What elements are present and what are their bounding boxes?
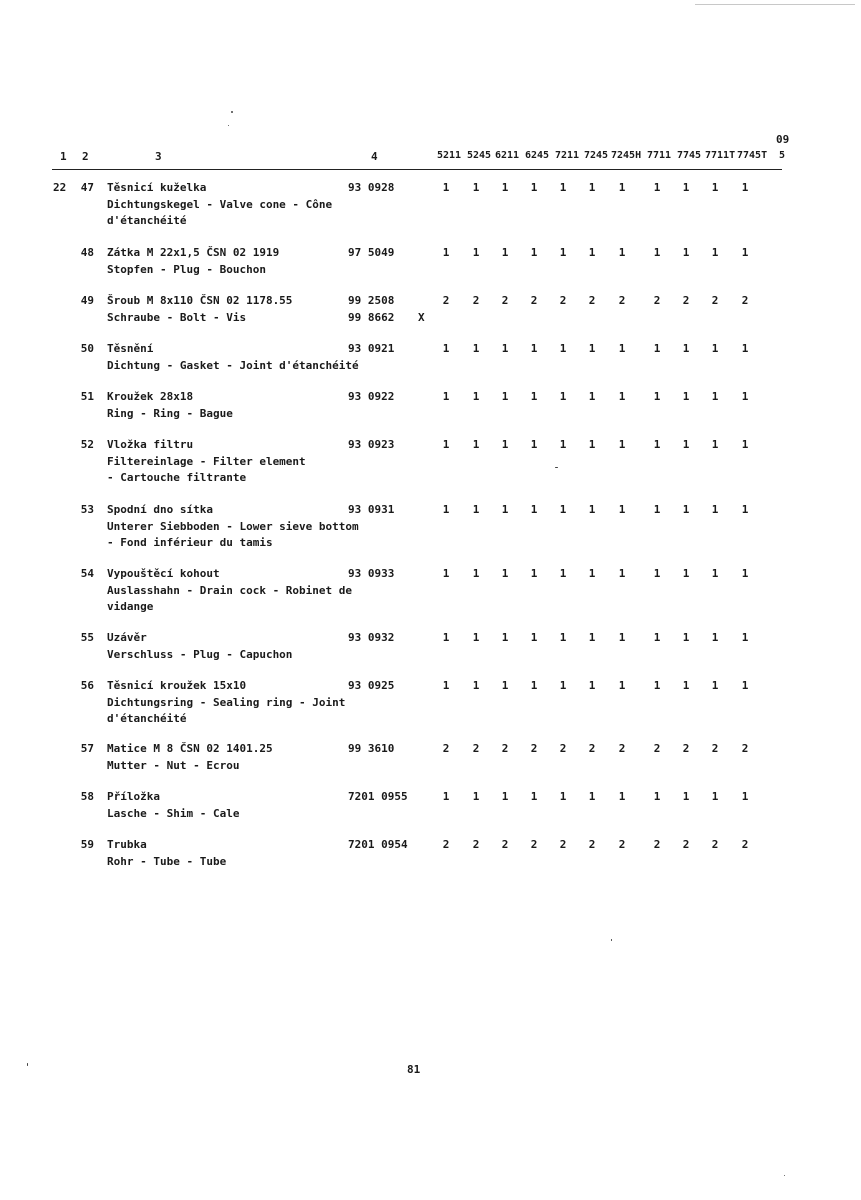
part-number-line: 99 2508 bbox=[348, 294, 395, 307]
description-line: Verschluss - Plug - Capuchon bbox=[107, 647, 293, 661]
quantity-cell: 1 bbox=[559, 679, 567, 692]
type-header-row bbox=[437, 150, 787, 164]
description-line: Schraube - Bolt - Vis bbox=[107, 310, 247, 324]
quantity-cell: 1 bbox=[501, 503, 509, 516]
quantity-cell: 2 bbox=[711, 838, 719, 851]
description-line: Dichtung - Gasket - Joint d'étanchéité bbox=[107, 358, 359, 372]
quantity-cell: 1 bbox=[472, 246, 480, 259]
description-line: Dichtungskegel - Valve cone - Cône bbox=[107, 197, 333, 211]
scan-speck bbox=[784, 1175, 785, 1176]
quantity-cell: 1 bbox=[682, 503, 690, 516]
header-col-2: 2 bbox=[82, 150, 89, 163]
quantity-cell: 1 bbox=[711, 438, 719, 451]
description-line: Ring - Ring - Bague bbox=[107, 406, 233, 420]
part-number-line: 99 8662 bbox=[348, 310, 395, 324]
description-line: Mutter - Nut - Ecrou bbox=[107, 758, 240, 772]
quantity-cell: 1 bbox=[588, 342, 596, 355]
description-line: - Fond inférieur du tamis bbox=[107, 536, 273, 549]
quantity-cell: 1 bbox=[682, 246, 690, 259]
description-line: - Cartouche filtrante bbox=[107, 471, 247, 484]
part-number bbox=[348, 180, 394, 197]
quantity-cell: 1 bbox=[653, 181, 661, 194]
quantity-cell: 1 bbox=[501, 181, 509, 194]
quantity-cell: 1 bbox=[472, 181, 480, 194]
quantity-cell: 1 bbox=[501, 246, 509, 259]
quantity-cell: 1 bbox=[711, 503, 719, 516]
quantity-cell: 1 bbox=[559, 246, 567, 259]
quantity-cell: 1 bbox=[530, 438, 538, 451]
part-number bbox=[348, 789, 408, 806]
quantity-cell: 1 bbox=[442, 342, 450, 355]
description-line: Filtereinlage - Filter element bbox=[107, 454, 306, 468]
quantity-cell: 2 bbox=[682, 838, 690, 851]
position-number: 48 bbox=[80, 246, 94, 259]
part-description bbox=[107, 630, 342, 663]
description-line: Stopfen - Plug - Bouchon bbox=[107, 262, 266, 276]
quantity-cell: 1 bbox=[653, 246, 661, 259]
type-header-cell: 5211 bbox=[437, 150, 462, 161]
quantity-cell: 1 bbox=[741, 567, 749, 580]
part-description bbox=[107, 389, 342, 422]
quantity-cell: 2 bbox=[501, 742, 509, 755]
part-number bbox=[348, 341, 394, 358]
quantity-cell: 2 bbox=[653, 742, 661, 755]
scan-speck bbox=[231, 111, 233, 113]
part-number bbox=[348, 630, 394, 647]
quantity-cell: 1 bbox=[618, 631, 626, 644]
quantity-cell: 2 bbox=[501, 294, 509, 307]
quantity-cell: 1 bbox=[559, 438, 567, 451]
quantity-cell: 1 bbox=[741, 438, 749, 451]
position-number: 56 bbox=[80, 679, 94, 692]
quantity-cell: 1 bbox=[442, 181, 450, 194]
quantity-cell: 1 bbox=[442, 631, 450, 644]
scan-speck bbox=[27, 1063, 28, 1066]
part-description bbox=[107, 678, 346, 728]
quantity-cell: 1 bbox=[559, 342, 567, 355]
quantity-cell: 2 bbox=[682, 742, 690, 755]
quantity-cell: 1 bbox=[501, 679, 509, 692]
quantity-cell: 2 bbox=[741, 742, 749, 755]
quantity-cell: 1 bbox=[559, 390, 567, 403]
position-number: 55 bbox=[80, 631, 94, 644]
part-description bbox=[107, 437, 342, 487]
quantity-cell: 1 bbox=[588, 246, 596, 259]
quantity-cell: 2 bbox=[711, 742, 719, 755]
part-number bbox=[348, 741, 394, 758]
quantity-cell: 1 bbox=[618, 246, 626, 259]
position-number: 53 bbox=[80, 503, 94, 516]
quantity-cell: 1 bbox=[472, 438, 480, 451]
type-header-cell: 6211 bbox=[495, 150, 520, 161]
part-number bbox=[348, 566, 394, 583]
quantity-cell: 1 bbox=[530, 390, 538, 403]
quantity-cell: 2 bbox=[653, 294, 661, 307]
quantity-cell: 1 bbox=[682, 181, 690, 194]
quantity-cell: 1 bbox=[711, 342, 719, 355]
position-number: 59 bbox=[80, 838, 94, 851]
type-header-cell: 7245H bbox=[611, 150, 642, 161]
quantity-cell: 1 bbox=[741, 790, 749, 803]
quantity-cell: 1 bbox=[442, 503, 450, 516]
quantity-cell: 1 bbox=[472, 390, 480, 403]
part-description bbox=[107, 789, 342, 822]
quantity-cell: 1 bbox=[588, 181, 596, 194]
part-number bbox=[348, 837, 408, 854]
type-header-cell: 7211 bbox=[555, 150, 580, 161]
quantity-cell: 1 bbox=[588, 390, 596, 403]
part-number-line: 93 0925 bbox=[348, 679, 395, 692]
part-number-line: 99 3610 bbox=[348, 742, 395, 755]
quantity-cell: 1 bbox=[741, 631, 749, 644]
part-number-line: 93 0932 bbox=[348, 631, 395, 644]
quantity-cell: 2 bbox=[588, 742, 596, 755]
quantity-cell: 1 bbox=[501, 790, 509, 803]
quantity-cell: 1 bbox=[472, 679, 480, 692]
description-line: d'étanchéité bbox=[107, 214, 187, 227]
quantity-cell: 1 bbox=[501, 438, 509, 451]
quantity-cell: 2 bbox=[653, 838, 661, 851]
part-number-line: 97 5049 bbox=[348, 246, 395, 259]
position-number: 51 bbox=[80, 390, 94, 403]
description-line: Auslasshahn - Drain cock - Robinet de bbox=[107, 583, 353, 597]
quantity-cell: 1 bbox=[501, 567, 509, 580]
quantity-cell: 1 bbox=[711, 631, 719, 644]
part-number bbox=[348, 437, 394, 454]
quantity-cell: 1 bbox=[741, 679, 749, 692]
quantity-cell: 2 bbox=[530, 742, 538, 755]
quantity-cell: 1 bbox=[530, 631, 538, 644]
position-number: 49 bbox=[80, 294, 94, 307]
description-line: Matice M 8 ČSN 02 1401.25 bbox=[107, 742, 273, 755]
quantity-cell: 2 bbox=[472, 294, 480, 307]
quantity-cell: 1 bbox=[530, 246, 538, 259]
quantity-cell: 2 bbox=[530, 294, 538, 307]
scan-speck bbox=[611, 939, 612, 941]
quantity-cell: 1 bbox=[682, 679, 690, 692]
quantity-cell: 1 bbox=[618, 390, 626, 403]
quantity-cell: 1 bbox=[559, 181, 567, 194]
part-description bbox=[107, 566, 353, 616]
quantity-cell: 2 bbox=[711, 294, 719, 307]
quantity-cell: 1 bbox=[711, 181, 719, 194]
description-line: Těsnicí kuželka bbox=[107, 181, 207, 194]
type-header-cell: 7745 bbox=[677, 150, 702, 161]
part-number bbox=[348, 502, 394, 519]
part-number-line: 7201 0954 bbox=[348, 838, 408, 851]
quantity-cell: 1 bbox=[588, 631, 596, 644]
position-number: 54 bbox=[80, 567, 94, 580]
quantity-cell: 2 bbox=[741, 838, 749, 851]
description-line: vidange bbox=[107, 600, 154, 613]
quantity-cell: 1 bbox=[653, 342, 661, 355]
quantity-cell: 2 bbox=[741, 294, 749, 307]
quantity-cell: 1 bbox=[711, 567, 719, 580]
part-number bbox=[348, 389, 394, 406]
quantity-cell: 1 bbox=[741, 246, 749, 259]
quantity-cell: 1 bbox=[711, 390, 719, 403]
quantity-cell: 1 bbox=[530, 567, 538, 580]
quantity-cell: 1 bbox=[741, 342, 749, 355]
description-line: Uzávěr bbox=[107, 631, 147, 644]
description-line: Unterer Siebboden - Lower sieve bottom bbox=[107, 519, 359, 533]
description-line: Příložka bbox=[107, 790, 160, 803]
quantity-cell: 1 bbox=[682, 567, 690, 580]
header-col-3: 3 bbox=[155, 150, 162, 163]
quantity-cell: 1 bbox=[618, 342, 626, 355]
type-header-cell: 7711T bbox=[705, 150, 736, 161]
description-line: Těsnění bbox=[107, 342, 154, 355]
description-line: d'étanchéité bbox=[107, 712, 187, 725]
description-line: Vložka filtru bbox=[107, 438, 194, 451]
quantity-cell: 2 bbox=[442, 742, 450, 755]
part-number-line: 93 0933 bbox=[348, 567, 395, 580]
position-number: 57 bbox=[80, 742, 94, 755]
header-col-1: 1 bbox=[60, 150, 67, 163]
part-number bbox=[348, 678, 394, 695]
quantity-cell: 1 bbox=[501, 342, 509, 355]
quantity-cell: 1 bbox=[618, 567, 626, 580]
quantity-cell: 1 bbox=[501, 390, 509, 403]
page-number: 81 bbox=[407, 1063, 421, 1076]
quantity-cell: 1 bbox=[618, 790, 626, 803]
corner-rule bbox=[695, 4, 855, 5]
sheet-number: 09 bbox=[776, 133, 790, 146]
part-number-line: 93 0923 bbox=[348, 438, 395, 451]
quantity-cell: 1 bbox=[472, 503, 480, 516]
scan-speck bbox=[228, 125, 229, 126]
quantity-cell: 2 bbox=[442, 838, 450, 851]
replacement-mark: X bbox=[418, 310, 425, 324]
quantity-cell: 1 bbox=[653, 438, 661, 451]
quantity-cell: 1 bbox=[588, 503, 596, 516]
description-line: Trubka bbox=[107, 838, 147, 851]
quantity-cell: 2 bbox=[472, 838, 480, 851]
description-line: Spodní dno sítka bbox=[107, 503, 213, 516]
quantity-cell: 2 bbox=[588, 838, 596, 851]
header-rule bbox=[52, 169, 782, 170]
quantity-cell: 1 bbox=[559, 503, 567, 516]
description-line: Rohr - Tube - Tube bbox=[107, 854, 227, 868]
quantity-cell: 2 bbox=[472, 742, 480, 755]
part-description bbox=[107, 180, 342, 230]
quantity-cell: 1 bbox=[618, 438, 626, 451]
quantity-cell: 1 bbox=[442, 567, 450, 580]
quantity-cell: 1 bbox=[559, 631, 567, 644]
quantity-cell: 1 bbox=[559, 567, 567, 580]
quantity-cell: 1 bbox=[530, 342, 538, 355]
part-description bbox=[107, 293, 342, 326]
quantity-cell: 1 bbox=[442, 679, 450, 692]
description-line: Dichtungsring - Sealing ring - Joint bbox=[107, 695, 346, 709]
quantity-cell: 2 bbox=[618, 838, 626, 851]
quantity-cell: 1 bbox=[588, 438, 596, 451]
quantity-cell: 1 bbox=[472, 567, 480, 580]
quantity-cell: 2 bbox=[618, 294, 626, 307]
quantity-cell: 1 bbox=[618, 503, 626, 516]
group-number: 22 bbox=[53, 181, 67, 194]
part-description bbox=[107, 245, 342, 278]
quantity-cell: 1 bbox=[711, 790, 719, 803]
part-number-line: 93 0928 bbox=[348, 181, 395, 194]
quantity-cell: 2 bbox=[530, 838, 538, 851]
quantity-cell: 1 bbox=[472, 631, 480, 644]
quantity-cell: 2 bbox=[588, 294, 596, 307]
quantity-cell: 2 bbox=[559, 294, 567, 307]
quantity-cell: 1 bbox=[588, 679, 596, 692]
description-line: Zátka M 22x1,5 ČSN 02 1919 bbox=[107, 246, 280, 259]
type-header-cell: 7245 bbox=[584, 150, 609, 161]
quantity-cell: 2 bbox=[559, 838, 567, 851]
quantity-cell: 2 bbox=[618, 742, 626, 755]
type-header-cell: 5 bbox=[779, 150, 786, 161]
quantity-cell: 1 bbox=[653, 631, 661, 644]
quantity-cell: 1 bbox=[682, 631, 690, 644]
quantity-cell: 1 bbox=[530, 503, 538, 516]
quantity-cell: 1 bbox=[442, 390, 450, 403]
position-number: 52 bbox=[80, 438, 94, 451]
part-description bbox=[107, 341, 359, 374]
quantity-cell: 1 bbox=[442, 246, 450, 259]
quantity-cell: 1 bbox=[530, 790, 538, 803]
quantity-cell: 1 bbox=[653, 503, 661, 516]
quantity-cell: 1 bbox=[682, 790, 690, 803]
position-number: 58 bbox=[80, 790, 94, 803]
quantity-cell: 1 bbox=[530, 679, 538, 692]
quantity-cell: 1 bbox=[741, 390, 749, 403]
type-header-cell: 7745T bbox=[737, 150, 768, 161]
quantity-cell: 1 bbox=[618, 181, 626, 194]
type-header-cell: 5245 bbox=[467, 150, 492, 161]
part-number bbox=[348, 293, 394, 326]
quantity-cell: 1 bbox=[711, 679, 719, 692]
quantity-cell: 1 bbox=[653, 790, 661, 803]
quantity-cell: 1 bbox=[530, 181, 538, 194]
type-header-cell: 6245 bbox=[525, 150, 550, 161]
part-description bbox=[107, 502, 359, 552]
quantity-cell: 1 bbox=[653, 567, 661, 580]
quantity-cell: 1 bbox=[501, 631, 509, 644]
scan-speck bbox=[555, 467, 558, 468]
quantity-cell: 2 bbox=[682, 294, 690, 307]
quantity-cell: 1 bbox=[588, 567, 596, 580]
quantity-cell: 2 bbox=[559, 742, 567, 755]
description-line: Vypouštěcí kohout bbox=[107, 567, 220, 580]
part-number-line: 93 0922 bbox=[348, 390, 395, 403]
quantity-cell: 1 bbox=[588, 790, 596, 803]
position-number: 50 bbox=[80, 342, 94, 355]
quantity-cell: 1 bbox=[618, 679, 626, 692]
part-number-line: 93 0931 bbox=[348, 503, 395, 516]
quantity-cell: 1 bbox=[653, 679, 661, 692]
type-header-cell: 7711 bbox=[647, 150, 672, 161]
quantity-cell: 1 bbox=[472, 790, 480, 803]
part-number bbox=[348, 245, 394, 262]
quantity-cell: 1 bbox=[682, 438, 690, 451]
part-description bbox=[107, 741, 342, 774]
header-col-4: 4 bbox=[371, 150, 378, 163]
description-line: Kroužek 28x18 bbox=[107, 390, 194, 403]
quantity-cell: 2 bbox=[501, 838, 509, 851]
quantity-cell: 1 bbox=[472, 342, 480, 355]
part-description bbox=[107, 837, 342, 870]
quantity-cell: 1 bbox=[442, 790, 450, 803]
part-number-line: 93 0921 bbox=[348, 342, 395, 355]
quantity-cell: 1 bbox=[682, 390, 690, 403]
quantity-cell: 1 bbox=[741, 181, 749, 194]
quantity-cell: 1 bbox=[442, 438, 450, 451]
description-line: Šroub M 8x110 ČSN 02 1178.55 bbox=[107, 294, 293, 307]
quantity-cell: 1 bbox=[559, 790, 567, 803]
description-line: Těsnicí kroužek 15x10 bbox=[107, 679, 247, 692]
quantity-cell: 2 bbox=[442, 294, 450, 307]
quantity-cell: 1 bbox=[682, 342, 690, 355]
position-number: 47 bbox=[80, 181, 94, 194]
quantity-cell: 1 bbox=[711, 246, 719, 259]
quantity-cell: 1 bbox=[653, 390, 661, 403]
part-number-line: 7201 0955 bbox=[348, 790, 408, 803]
quantity-cell: 1 bbox=[741, 503, 749, 516]
description-line: Lasche - Shim - Cale bbox=[107, 806, 240, 820]
